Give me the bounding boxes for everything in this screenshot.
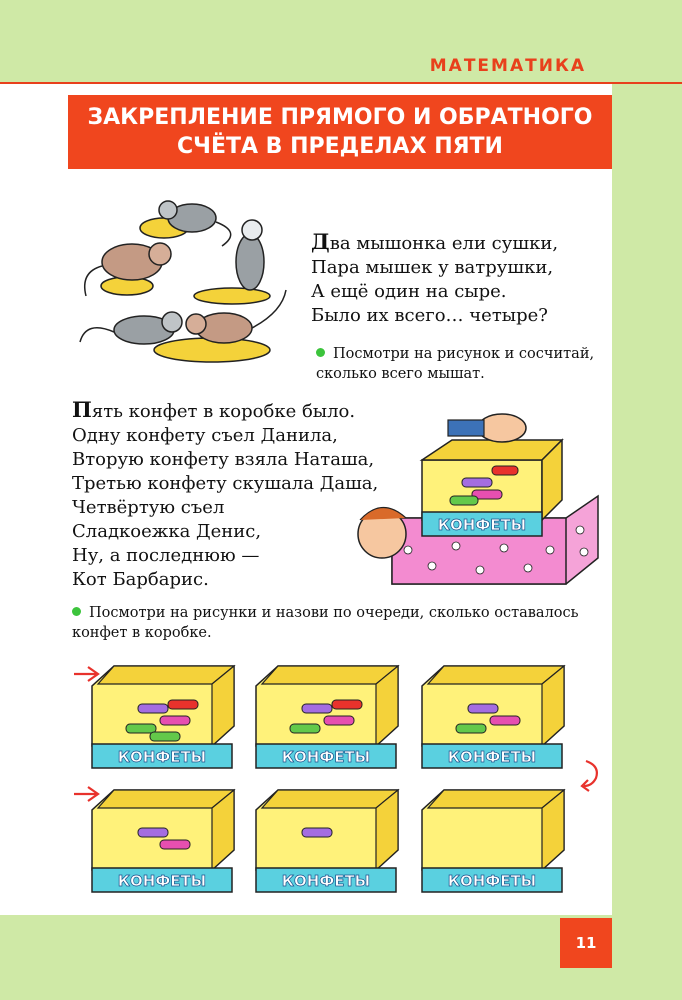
poem-line: Четвёртую съел (72, 497, 225, 518)
poem-line: Пара мышек у ватрушки, (311, 257, 554, 278)
candy-box (252, 786, 400, 894)
candy (456, 724, 486, 733)
candy (168, 700, 198, 709)
box-label-text: КОНФЕТЫ (281, 748, 371, 766)
candy-box (418, 662, 566, 770)
candy (324, 716, 354, 725)
subject-header: МАТЕМАТИКА (429, 56, 586, 76)
candy (138, 704, 168, 713)
poem-line: Ну, а последнюю — (72, 545, 260, 566)
candy (302, 828, 332, 837)
poem-line: Сладкоежка Денис, (72, 521, 262, 542)
box-label-text: КОНФЕТЫ (437, 516, 527, 534)
poem-initial: Д (311, 229, 330, 254)
mice-illustration (72, 192, 292, 372)
candy-box-illustration (352, 400, 608, 590)
poem-line: А ещё один на сыре. (311, 281, 507, 302)
candy (138, 828, 168, 837)
task-count-mice: Посмотри на рисунок и сосчитай, сколько всего мышат. (316, 346, 595, 382)
box-label-text: КОНФЕТЫ (281, 872, 371, 890)
lesson-title (68, 95, 612, 169)
candy-poem (72, 398, 378, 592)
poem-initial: П (72, 397, 92, 422)
candy (160, 716, 190, 725)
mice-poem (311, 230, 558, 328)
lesson-title-line1: ЗАКРЕПЛЕНИЕ ПРЯМОГО И ОБРАТНОГО (87, 105, 593, 130)
box-label-text: КОНФЕТЫ (447, 748, 537, 766)
candy-box (418, 786, 566, 894)
poem-line: Одну конфету съел Данила, (72, 425, 338, 446)
candy (150, 732, 180, 741)
green-bullet-icon (316, 348, 325, 357)
task-count-candies: Посмотри на рисунки и назови по очереди, сколько оставалось конфет в коробке. (72, 605, 579, 641)
candy-box (252, 662, 400, 770)
page-number: 11 (560, 918, 612, 968)
box-label-text: КОНФЕТЫ (447, 872, 537, 890)
candy (468, 704, 498, 713)
candy (126, 724, 156, 733)
poem-line: Вторую конфету взяла Наташа, (72, 449, 375, 470)
green-bullet-icon (72, 607, 81, 616)
candy (160, 840, 190, 849)
poem-line: Пять конфет в коробке было. (72, 397, 356, 422)
header-divider (0, 82, 682, 84)
box-label-text: КОНФЕТЫ (117, 748, 207, 766)
candy-box (88, 662, 236, 770)
poem-line: Было их всего… четыре? (311, 305, 548, 326)
candy (302, 704, 332, 713)
lesson-title-line2: СЧЁТА В ПРЕДЕЛАХ ПЯТИ (177, 134, 503, 159)
box-label-text: КОНФЕТЫ (117, 872, 207, 890)
right-margin (612, 0, 682, 1000)
candy (490, 716, 520, 725)
candy (332, 700, 362, 709)
candy (290, 724, 320, 733)
poem-line: Кот Барбарис. (72, 569, 209, 590)
candy-box (88, 786, 236, 894)
arrow-return-icon (578, 758, 604, 792)
poem-line: Два мышонка ели сушки, (311, 229, 559, 254)
poem-line: Третью конфету скушала Даша, (72, 473, 379, 494)
